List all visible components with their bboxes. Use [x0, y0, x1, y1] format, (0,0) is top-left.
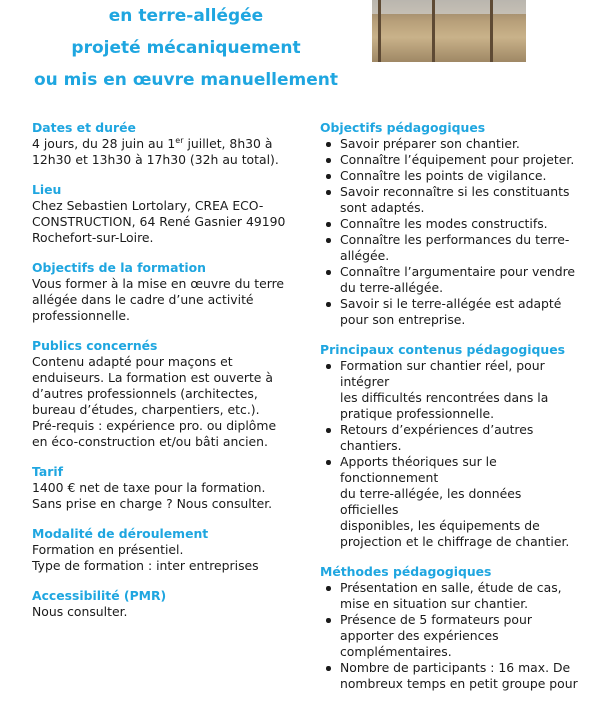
tarif-text: 1400 € net de taxe pour la formation. Sans prise en charge ? Nous consulter. — [32, 480, 273, 511]
list-item: Savoir reconnaître si les constituants sont adaptés. — [320, 184, 582, 216]
list-item: Connaître les performances du terre- allégée. — [320, 232, 582, 264]
title-line-1: en terre-allégée — [108, 6, 264, 26]
objectifs-heading: Objectifs de la formation — [32, 260, 206, 275]
lieu-heading: Lieu — [32, 182, 62, 197]
section-publics — [32, 338, 302, 450]
modalite-heading: Modalité de déroulement — [32, 526, 209, 541]
list-item: Nombre de participants : 16 max. De nombreux temps en petit groupe pour — [320, 660, 582, 692]
lieu-text: Chez Sebastien Lortolary, CREA ECO- CONSTRUCTION, 64 René Gasnier 49190 Rochefort-sur-Loire. — [32, 198, 286, 245]
title-line-3: ou mis en œuvre manuellement — [33, 70, 339, 90]
list-item: Présence de 5 formateurs pour apporter des expériences complémentaires. — [320, 612, 582, 660]
dates-heading: Dates et durée — [32, 120, 136, 135]
left-column — [32, 120, 302, 634]
section-dates — [32, 120, 302, 168]
contenus-list — [320, 358, 582, 550]
list-item: Apports théoriques sur le fonctionnement du terre-allégée, les données officielles disponibles, les équipements de projection et le chiffrage de chantier. — [320, 454, 582, 550]
objectifs-pedagogiques-list — [320, 136, 582, 328]
list-item: Retours d’expériences d’autres chantiers. — [320, 422, 582, 454]
section-objectifs-pedagogiques — [320, 120, 582, 328]
methodes-list — [320, 580, 582, 692]
list-item: Formation sur chantier réel, pour intégrer les difficultés rencontrées dans la pratique professionnelle. — [320, 358, 582, 422]
section-modalite — [32, 526, 302, 574]
section-accessibilite — [32, 588, 302, 620]
list-item: Savoir préparer son chantier. — [320, 136, 582, 152]
accessibilite-text: Nous consulter. — [32, 604, 128, 619]
list-item: Présentation en salle, étude de cas, mise en situation sur chantier. — [320, 580, 582, 612]
section-objectifs — [32, 260, 302, 324]
contenus-heading: Principaux contenus pédagogiques — [320, 342, 566, 357]
section-methodes — [320, 564, 582, 692]
section-contenus — [320, 342, 582, 550]
objectifs-text: Vous former à la mise en œuvre du terre allégée dans le cadre d’une activité professionnelle. — [32, 276, 285, 323]
publics-heading: Publics concernés — [32, 338, 158, 353]
publics-text: Contenu adapté pour maçons et enduiseurs. La formation est ouverte à d’autres professionnels (architectes, bureau d’études, charpentiers, etc.). Pré-requis : expérience pro. ou diplôme en éco-construction et/ou bâti ancien. — [32, 354, 277, 449]
right-column — [320, 120, 582, 706]
tarif-heading: Tarif — [32, 464, 63, 479]
list-item: Connaître l’équipement pour projeter. — [320, 152, 582, 168]
construction-photo — [372, 0, 526, 62]
section-lieu — [32, 182, 302, 246]
modalite-text: Formation en présentiel. Type de formation : inter entreprises — [32, 542, 259, 573]
section-tarif — [32, 464, 302, 512]
methodes-heading: Méthodes pédagogiques — [320, 564, 492, 579]
list-item: Savoir si le terre-allégée est adapté pour son entreprise. — [320, 296, 582, 328]
document-title — [0, 0, 372, 96]
list-item: Connaître les modes constructifs. — [320, 216, 582, 232]
accessibilite-heading: Accessibilité (PMR) — [32, 588, 167, 603]
list-item: Connaître l’argumentaire pour vendre du terre-allégée. — [320, 264, 582, 296]
dates-text: 4 jours, du 28 juin au 1er juillet, 8h30 à 12h30 et 13h30 à 17h30 (32h au total). — [32, 135, 279, 167]
title-line-2: projeté mécaniquement — [71, 38, 301, 58]
list-item: Connaître les points de vigilance. — [320, 168, 582, 184]
objectifs-pedagogiques-heading: Objectifs pédagogiques — [320, 120, 486, 135]
